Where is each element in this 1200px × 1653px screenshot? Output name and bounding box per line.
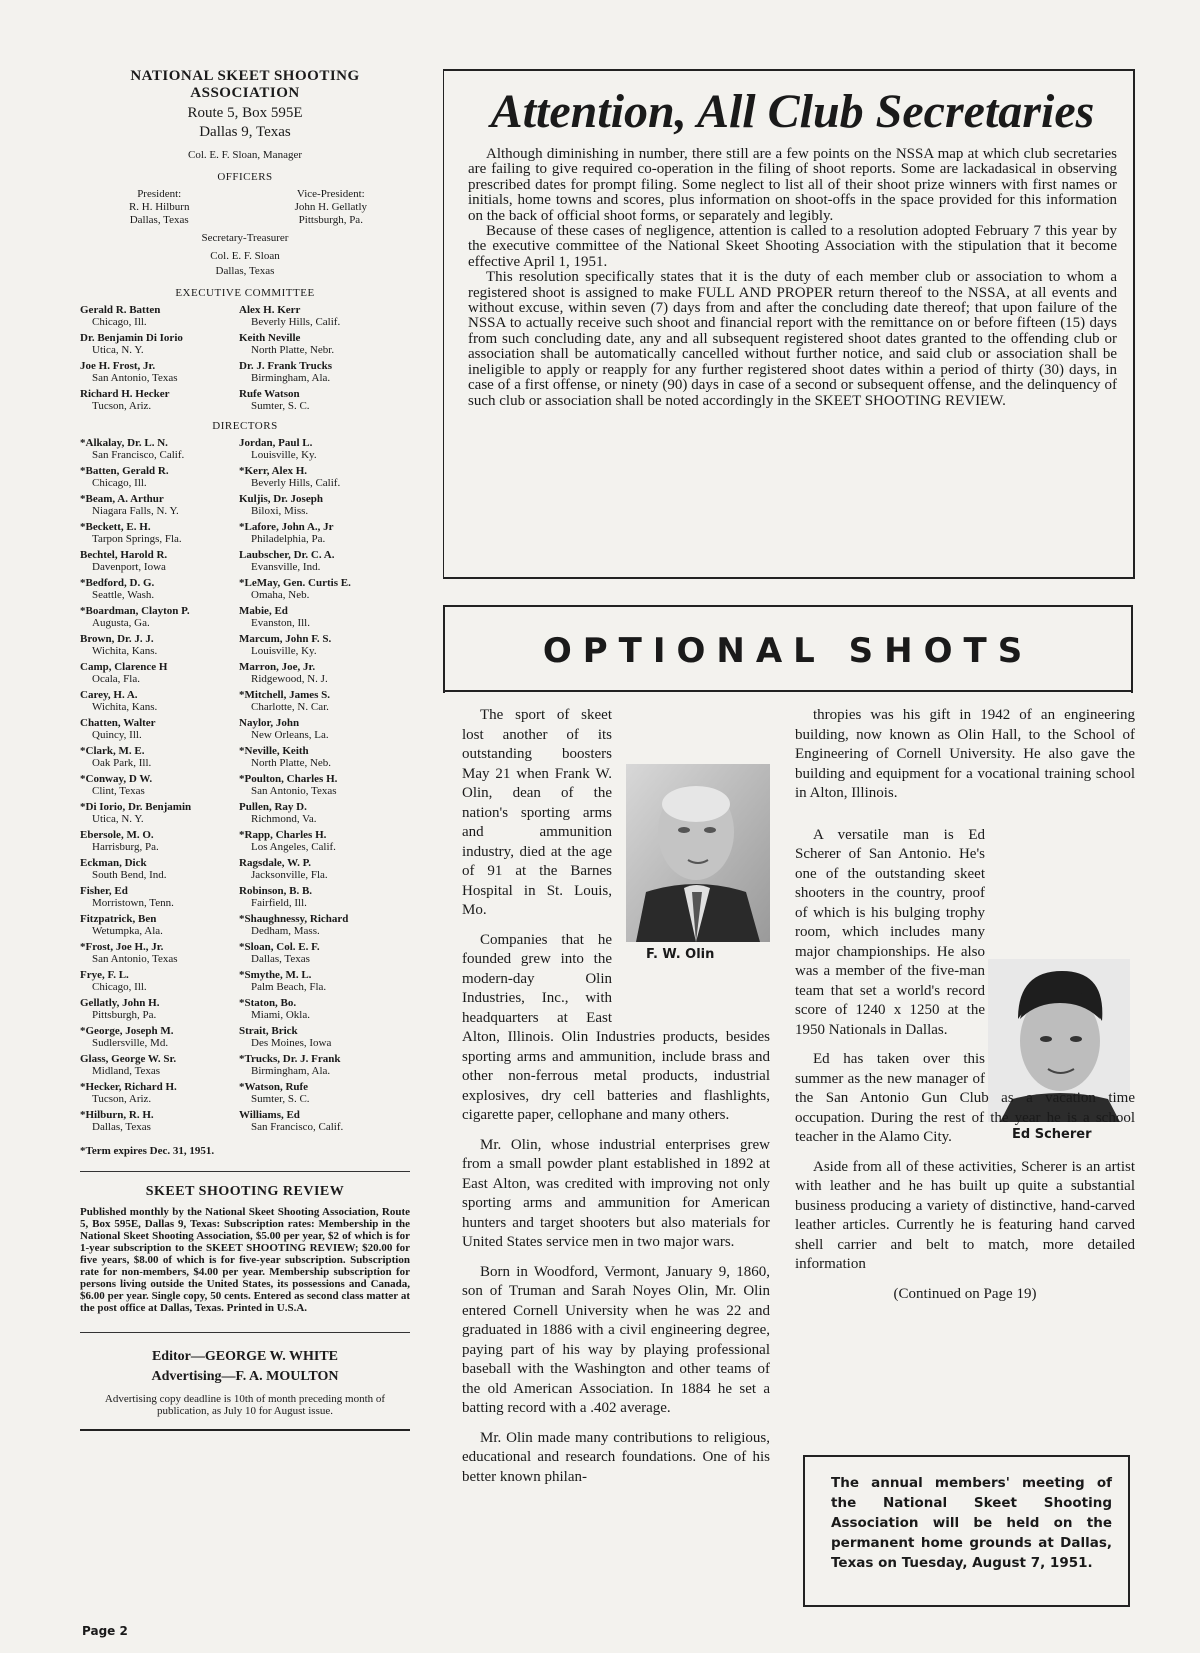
secretary-block: Secretary-Treasurer Col. E. F. Sloan Dallas, Texas <box>201 232 289 277</box>
director-location: Pittsburgh, Pa. <box>92 1009 157 1021</box>
attention-paragraph: Although diminishing in number, there still are a few points on the NSSA map at which club secretaries are failing to give required co-operation in the filing of shoot reports. Some are lackadasical in observing prescribed dates for prompt filing. Some neglect to list all of their shoot prize winners with first names or initials, home towns and scores, plus information on shoot-offs in the space provided for this information on the back of official shoot forms, or separately and legibly. <box>468 146 1117 224</box>
director-location: Wetumpka, Ala. <box>92 925 163 937</box>
director-location: San Francisco, Calif. <box>251 1121 344 1133</box>
director-name: *Hecker, Richard H. <box>80 1081 177 1093</box>
director-entry <box>239 717 414 741</box>
director-location: Tucson, Ariz. <box>92 1093 152 1105</box>
director-location: Charlotte, N. Car. <box>251 701 329 713</box>
director-name: *Boardman, Clayton P. <box>80 605 190 617</box>
director-entry <box>239 829 414 853</box>
director-entry <box>239 969 414 993</box>
director-name: Chatten, Walter <box>80 717 156 729</box>
exec-location: Birmingham, Ala. <box>251 372 331 384</box>
director-location: Utica, N. Y. <box>92 813 144 825</box>
director-entry <box>80 1081 235 1105</box>
director-entry <box>80 941 235 965</box>
director-location: San Francisco, Calif. <box>92 449 185 461</box>
director-name: Camp, Clarence H <box>80 661 168 673</box>
director-entry <box>80 717 235 741</box>
director-name: *Hilburn, R. H. <box>80 1109 154 1121</box>
meeting-notice-box <box>803 1455 1130 1607</box>
attention-paragraph: This resolution specifically states that it is the duty of each member club or association to whom a registered shoot is assigned to make FULL AND PROPER return thereof to the NSSA, at all events and without excuse, within seven (7) days from and after the concluding date thereof; that upon failure of the NSSA to actually receive such shoot and financial report with the remittance on or before fifteen (15) days from such concluding date, any and all subsequent registered shoot dates granted to the offending club or association shall be automatically cancelled without further notice, and said club or association shall be ineligible to apply or reapply for any further registered shoot dates within a period of thirty (30) days, in case of a first offense, or ninety (90) days in case of a second or subsequent offense, and the delinquency of such club or association shall be noted accordingly in the SKEET SHOOTING REVIEW. <box>468 269 1117 409</box>
photo-spacer <box>985 882 1135 1074</box>
exec-name: Dr. Benjamin Di Iorio <box>80 332 183 344</box>
director-location: Quincy, Ill. <box>92 729 142 741</box>
director-location: Sumter, S. C. <box>251 1093 310 1105</box>
director-entry <box>239 913 414 937</box>
director-name: Robinson, B. B. <box>239 885 313 897</box>
exec-name: Dr. J. Frank Trucks <box>239 360 333 372</box>
director-name: *Trucks, Dr. J. Frank <box>239 1053 341 1065</box>
meeting-notice-text: The annual members' meeting of the National Skeet Shooting Association will be held on the permanent home grounds at Dallas, Texas on Tuesday, August 7, 1951. <box>831 1475 1112 1571</box>
exec-entry <box>80 360 235 384</box>
director-entry <box>239 1081 414 1105</box>
org-name: NATIONAL SKEET SHOOTING ASSOCIATION <box>130 68 360 101</box>
director-location: San Antonio, Texas <box>92 953 178 965</box>
director-name: *Alkalay, Dr. L. N. <box>80 437 168 449</box>
director-name: Marcum, John F. S. <box>239 633 332 645</box>
term-note: *Term expires Dec. 31, 1951. <box>80 1145 215 1157</box>
article-paragraph: Ed has taken over this summer as the new manager of the San Antonio Gun Club as a vacation time occupation. During the rest of the year he is a school teacher in the Alamo City. <box>795 1051 1135 1145</box>
director-entry <box>80 913 235 937</box>
director-name: *Rapp, Charles H. <box>239 829 327 841</box>
director-location: New Orleans, La. <box>251 729 329 741</box>
review-title: SKEET SHOOTING REVIEW <box>145 1184 345 1199</box>
director-name: Ragsdale, W. P. <box>239 857 312 869</box>
exec-name: Rufe Watson <box>239 388 300 400</box>
director-name: Eckman, Dick <box>80 857 147 869</box>
director-name: *Shaughnessy, Richard <box>239 913 349 925</box>
director-location: Morristown, Tenn. <box>92 897 174 909</box>
continued-note: (Continued on Page 19) <box>893 1285 1037 1302</box>
article-paragraph: A versatile man is Ed Scherer of San Antonio. He's one of the outstanding skeet shooters in the country, proof of which is his bulging trophy room, which includes many major championships. He also was a member of the five-man team that set a world's record score of 1240 x 1250 at the 1950 Nationals in Dallas. <box>795 826 985 1038</box>
exec-entry <box>239 388 414 412</box>
director-name: *Beam, A. Arthur <box>80 493 164 505</box>
attention-box <box>443 69 1135 579</box>
article-paragraph: thropies was his gift in 1942 of an engineering building, now known as Olin Hall, to the School of Engineering of Cornell University. He also gave the building and equipment for a vocational training school in Alton, Illinois. <box>795 707 1135 801</box>
director-name: *Frost, Joe H., Jr. <box>80 941 164 953</box>
director-location: Dallas, Texas <box>92 1121 151 1133</box>
attention-paragraph: Because of these cases of negligence, attention is called to a resolution adopted February 7 this year by the executive committee of the National Skeet Shooting Association with the stipulation that it become effective April 1, 1951. <box>468 223 1117 270</box>
vice-president-block: Vice-President: John H. Gellatly Pittsburgh, Pa. <box>294 188 368 226</box>
director-entry <box>80 857 235 881</box>
director-location: Philadelphia, Pa. <box>251 533 326 545</box>
director-location: Evanston, Ill. <box>251 617 310 629</box>
olin-article <box>462 706 770 1497</box>
director-entry <box>80 661 235 685</box>
director-name: Strait, Brick <box>239 1025 298 1037</box>
director-entry <box>239 941 414 965</box>
directors <box>80 437 410 1137</box>
director-location: Richmond, Va. <box>251 813 317 825</box>
masthead <box>80 68 410 1443</box>
director-name: *Staton, Bo. <box>239 997 297 1009</box>
exec-name: Gerald R. Batten <box>80 304 161 316</box>
director-location: Miami, Okla. <box>251 1009 310 1021</box>
director-entry <box>80 605 235 629</box>
director-entry <box>239 465 414 489</box>
director-entry <box>239 605 414 629</box>
manager-line: Col. E. F. Sloan, Manager <box>188 149 302 161</box>
director-location: Tarpon Springs, Fla. <box>92 533 182 545</box>
director-location: Beverly Hills, Calif. <box>251 477 341 489</box>
address: Route 5, Box 595E Dallas 9, Texas <box>187 105 303 140</box>
director-entry <box>80 465 235 489</box>
officers <box>80 188 410 227</box>
divider <box>80 1332 410 1333</box>
director-entry <box>80 521 235 545</box>
article-paragraph: Mr. Olin, whose industrial enterprises grew from a small powder plant established in 1892 at East Alton, was credited with improving not only sporting arms and ammunition for American hunters and target shooters but also materials for United States service men in two major wars. <box>462 1136 770 1250</box>
director-location: Jacksonville, Fla. <box>251 869 328 881</box>
director-name: Carey, H. A. <box>80 689 138 701</box>
director-entry <box>239 521 414 545</box>
director-name: Brown, Dr. J. J. <box>80 633 154 645</box>
director-name: *Conway, D W. <box>80 773 153 785</box>
exec-location: Sumter, S. C. <box>251 400 310 412</box>
director-location: Harrisburg, Pa. <box>92 841 159 853</box>
director-entry <box>80 745 235 769</box>
director-name: Ebersole, M. O. <box>80 829 154 841</box>
article-paragraph: Born in Woodford, Vermont, January 9, 1860, son of Truman and Sarah Noyes Olin, Mr. Olin entered Cornell University when he was 22 and graduated in 1886 with a civil engineering degree, paying part of his way by playing professional baseball with the Washington and other teams of the old American Association. In 1884 he set a batting record with a .402 average. <box>462 1263 770 1416</box>
director-entry <box>239 633 414 657</box>
director-location: Los Angeles, Calif. <box>251 841 336 853</box>
director-name: *George, Joseph M. <box>80 1025 174 1037</box>
exec-entry <box>239 332 414 356</box>
exec-name: Joe H. Frost, Jr. <box>80 360 156 372</box>
director-name: Marron, Joe, Jr. <box>239 661 316 673</box>
review-body: Published monthly by the National Skeet Shooting Association, Route 5, Box 595E, Dallas 9, Texas: Subscription rates: Membership in the National Skeet Shooting Association, $5.00 per year, $2 of which is for 1-year subscription to the SKEET SHOOTING REVIEW; $20.00 for five years, $8.00 of which is for five-year subscription. Subscription rate for non-members, $4.00 per year. Membership subscription for persons living outside the United States, its possessions and Canada, $6.00 per year. Single copy, 50 cents. Entered as second class matter at the post office at Dallas, Texas. Printed in U.S.A. <box>80 1206 410 1314</box>
director-entry <box>239 745 414 769</box>
director-name: Gellatly, John H. <box>80 997 160 1009</box>
director-location: Davenport, Iowa <box>92 561 166 573</box>
article-paragraph: The sport of skeet lost another of its outstanding boosters May 21 when Frank W. Olin, dean of the nation's sporting arms and ammunition industry, died at the age of 91 at the Barnes Hospital in St. Louis, Mo. <box>462 707 612 918</box>
advertising-line: Advertising—F. A. MOULTON <box>151 1369 339 1384</box>
director-location: Biloxi, Miss. <box>251 505 309 517</box>
scherer-caption: Ed Scherer <box>1012 1127 1092 1142</box>
director-entry <box>239 549 414 573</box>
director-location: Dallas, Texas <box>251 953 310 965</box>
director-location: Sudlersville, Md. <box>92 1037 169 1049</box>
exec-entry <box>80 332 235 356</box>
director-location: San Antonio, Texas <box>251 785 337 797</box>
exec-location: Chicago, Ill. <box>92 316 147 328</box>
ad-deadline: Advertising copy deadline is 10th of month preceding month of publication, as July 10 for August issue. <box>104 1393 386 1417</box>
director-location: Clint, Texas <box>92 785 145 797</box>
director-location: Fairfield, Ill. <box>251 897 307 909</box>
director-location: Dedham, Mass. <box>251 925 320 937</box>
exec-location: Utica, N. Y. <box>92 344 144 356</box>
director-entry <box>80 1025 235 1049</box>
director-entry <box>80 969 235 993</box>
director-name: *Poulton, Charles H. <box>239 773 338 785</box>
director-name: Williams, Ed <box>239 1109 300 1121</box>
exec-header: EXECUTIVE COMMITTEE <box>175 287 315 299</box>
president-block: President: R. H. Hilburn Dallas, Texas <box>128 188 190 226</box>
exec-entry <box>80 388 235 412</box>
article-paragraph: Mr. Olin made many contributions to religious, educational and research foundations. One of his better known philan- <box>462 1429 770 1485</box>
exec-entry <box>239 360 414 384</box>
director-entry <box>239 857 414 881</box>
director-location: Midland, Texas <box>92 1065 161 1077</box>
scherer-article <box>795 706 1135 1304</box>
director-entry <box>239 885 414 909</box>
optional-shots-title: OPTIONAL SHOTS <box>542 631 1034 671</box>
director-name: Pullen, Ray D. <box>239 801 307 813</box>
director-entry <box>239 437 414 461</box>
photo-spacer <box>612 764 770 1028</box>
divider <box>443 690 1133 692</box>
olin-caption: F. W. Olin <box>646 947 715 962</box>
director-location: Des Moines, Iowa <box>251 1037 332 1049</box>
director-entry <box>80 577 235 601</box>
article-paragraph: Aside from all of these activities, Scherer is an artist with leather and he has built up quite a substantial business producing a variety of distinctive, hand-carved leather articles. Currently he is featuring hand carved shell carrier and belt to match, more detailed information <box>795 1158 1135 1272</box>
page-number: Page 2 <box>82 1624 128 1638</box>
director-location: Omaha, Neb. <box>251 589 310 601</box>
director-entry <box>239 1109 414 1133</box>
director-location: Ridgewood, N. J. <box>251 673 328 685</box>
exec-name: Keith Neville <box>239 332 301 344</box>
attention-title: Attention, All Club Secretaries <box>490 85 1095 138</box>
director-name: *Watson, Rufe <box>239 1081 309 1093</box>
director-location: North Platte, Neb. <box>251 757 332 769</box>
director-entry <box>80 1109 235 1133</box>
director-name: *Di Iorio, Dr. Benjamin <box>80 801 192 813</box>
editor-line: Editor—GEORGE W. WHITE <box>151 1349 339 1364</box>
exec-name: Alex H. Kerr <box>239 304 301 316</box>
director-entry <box>80 801 235 825</box>
director-name: *Sloan, Col. E. F. <box>239 941 320 953</box>
director-location: Oak Park, Ill. <box>92 757 152 769</box>
exec-location: Tucson, Ariz. <box>92 400 152 412</box>
director-name: Laubscher, Dr. C. A. <box>239 549 335 561</box>
director-name: *Beckett, E. H. <box>80 521 151 533</box>
director-location: Niagara Falls, N. Y. <box>92 505 179 517</box>
director-name: Jordan, Paul L. <box>239 437 313 449</box>
director-location: Chicago, Ill. <box>92 477 147 489</box>
article-paragraph: Companies that he founded grew into the modern-day Olin Industries, Inc., with headquarters at East Alton, Illinois. Olin Industries products, besides sporting arms and ammunition, include brass and other non-ferrous metal products, industrial explosives, dry cell batteries and flashlights, cigarette paper, cellophane and many others. <box>462 931 770 1123</box>
director-entry <box>239 997 414 1021</box>
director-name: *Batten, Gerald R. <box>80 465 169 477</box>
director-entry <box>80 493 235 517</box>
director-name: *LeMay, Gen. Curtis E. <box>239 577 351 589</box>
exec-entry <box>80 304 235 328</box>
director-entry <box>80 829 235 853</box>
director-name: Mabie, Ed <box>239 605 288 617</box>
director-name: *Clark, M. E. <box>80 745 145 757</box>
director-location: Louisville, Ky. <box>251 645 317 657</box>
exec-committee <box>80 304 410 416</box>
exec-location: Beverly Hills, Calif. <box>251 316 341 328</box>
director-location: Evansville, Ind. <box>251 561 321 573</box>
director-location: Seattle, Wash. <box>92 589 155 601</box>
director-location: Palm Beach, Fla. <box>251 981 327 993</box>
director-entry <box>239 661 414 685</box>
exec-entry <box>239 304 414 328</box>
director-location: South Bend, Ind. <box>92 869 167 881</box>
director-entry <box>239 493 414 517</box>
director-location: Wichita, Kans. <box>92 701 158 713</box>
director-location: Birmingham, Ala. <box>251 1065 331 1077</box>
director-name: *Kerr, Alex H. <box>239 465 308 477</box>
exec-location: North Platte, Nebr. <box>251 344 335 356</box>
director-location: Wichita, Kans. <box>92 645 158 657</box>
officers-header: OFFICERS <box>217 171 273 183</box>
director-name: *Mitchell, James S. <box>239 689 331 701</box>
director-name: Frye, F. L. <box>80 969 129 981</box>
director-location: Chicago, Ill. <box>92 981 147 993</box>
exec-location: San Antonio, Texas <box>92 372 178 384</box>
director-entry <box>80 997 235 1021</box>
director-name: Glass, George W. Sr. <box>80 1053 177 1065</box>
director-entry <box>239 801 414 825</box>
director-name: Bechtel, Harold R. <box>80 549 168 561</box>
director-entry <box>239 577 414 601</box>
director-entry <box>239 773 414 797</box>
director-name: Fitzpatrick, Ben <box>80 913 157 925</box>
director-entry <box>80 437 235 461</box>
director-name: *Smythe, M. L. <box>239 969 312 981</box>
divider <box>80 1171 410 1172</box>
director-entry <box>80 885 235 909</box>
director-entry <box>239 1053 414 1077</box>
director-entry <box>80 549 235 573</box>
divider <box>80 1429 410 1431</box>
directors-header: DIRECTORS <box>212 420 278 432</box>
director-name: Kuljis, Dr. Joseph <box>239 493 323 505</box>
director-name: Fisher, Ed <box>80 885 128 897</box>
director-location: Augusta, Ga. <box>92 617 150 629</box>
director-entry <box>80 773 235 797</box>
director-name: *Neville, Keith <box>239 745 309 757</box>
director-name: Naylor, John <box>239 717 300 729</box>
optional-shots-header <box>443 605 1133 693</box>
director-location: Louisville, Ky. <box>251 449 317 461</box>
director-name: *Lafore, John A., Jr <box>239 521 334 533</box>
director-entry <box>80 633 235 657</box>
director-entry <box>239 1025 414 1049</box>
director-location: Ocala, Fla. <box>92 673 140 685</box>
director-entry <box>80 1053 235 1077</box>
director-entry <box>80 689 235 713</box>
director-name: *Bedford, D. G. <box>80 577 155 589</box>
exec-name: Richard H. Hecker <box>80 388 170 400</box>
director-entry <box>239 689 414 713</box>
